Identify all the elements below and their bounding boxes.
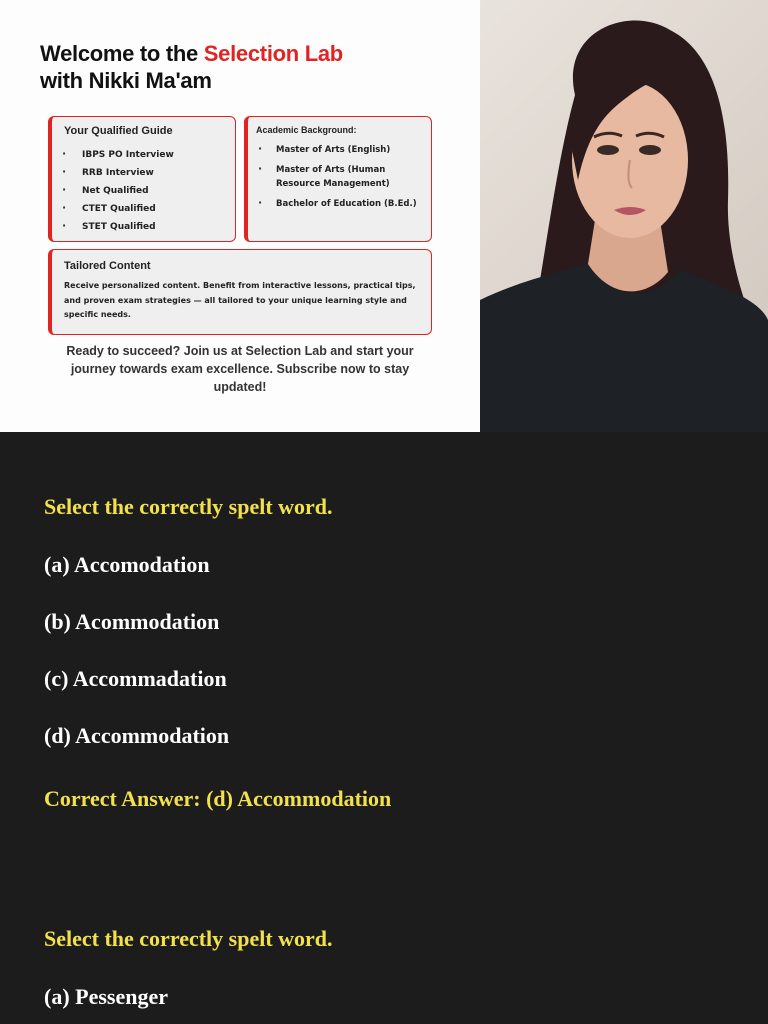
banner-title-line2: with Nikki Ma'am (40, 68, 212, 93)
qualified-guide-card (48, 116, 236, 242)
question-2-prompt: Select the correctly spelt word. (44, 926, 333, 951)
list-item: · Master of Arts (Human Resource Management) (276, 163, 426, 191)
banner-info-panel (0, 0, 480, 432)
list-item: · STET Qualified (82, 218, 174, 236)
question-1-answer: Correct Answer: (d) Accommodation (44, 786, 392, 811)
tailored-content-body: Receive personalized content. Benefit from interactive lessons, practical tips, and proven exam strategies — all tailored to your unique learning style and specific needs. (64, 281, 416, 319)
subscribe-cta-text: Ready to succeed? Join us at Selection Lab and start your journey towards exam excellence. Subscribe now to stay updated! (66, 344, 414, 394)
question-1-option-c: (c) Accommadation (44, 666, 227, 691)
academic-background-heading: Academic Background: (256, 125, 357, 135)
academic-background-list (276, 143, 426, 217)
portrait-illustration (480, 0, 768, 432)
banner-title-accent: Selection Lab (203, 41, 343, 66)
list-item: · Net Qualified (82, 182, 174, 200)
question-1-option-b: (b) Acommodation (44, 609, 220, 634)
question-1-prompt: Select the correctly spelt word. (44, 494, 333, 519)
list-item: · RRB Interview (82, 164, 174, 182)
list-item: · Master of Arts (English) (276, 143, 426, 157)
list-item: · CTET Qualified (82, 200, 174, 218)
banner-title (40, 40, 343, 94)
tailored-content-card (48, 249, 432, 335)
question-1-option-a: (a) Accomodation (44, 552, 210, 577)
question-1-option-d: (d) Accommodation (44, 723, 230, 748)
list-item: · IBPS PO Interview (82, 146, 174, 164)
tailored-content-heading: Tailored Content (64, 260, 151, 272)
banner-title-prefix: Welcome to the (40, 41, 204, 66)
academic-background-card (244, 116, 432, 242)
portrait-photo (480, 0, 768, 432)
question-2-option-a: (a) Pessenger (44, 984, 169, 1009)
promo-banner (0, 0, 768, 432)
qualified-guide-list (82, 146, 174, 236)
qualified-guide-heading: Your Qualified Guide (64, 125, 173, 137)
list-item: · Bachelor of Education (B.Ed.) (276, 197, 426, 211)
